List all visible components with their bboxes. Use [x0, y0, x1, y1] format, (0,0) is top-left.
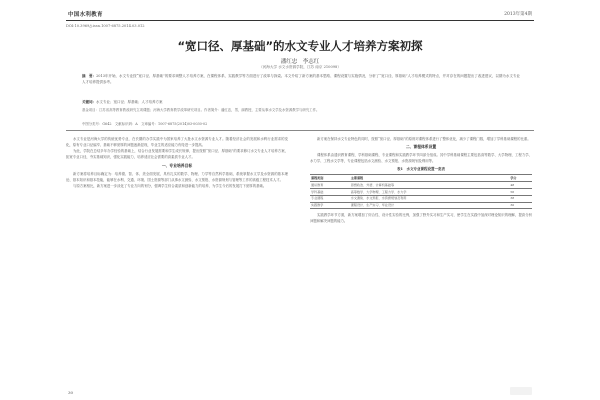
abstract-rule [66, 130, 534, 131]
table-row [310, 195, 532, 202]
section-heading: 一、专业培养目标 [161, 162, 193, 168]
right-column [310, 136, 532, 225]
table-row [310, 182, 532, 189]
table-header-cell: 学分 [509, 175, 532, 182]
table-cell: 学科基础 [310, 189, 350, 196]
table-header-row [310, 175, 532, 182]
paragraph: 与原方案相比，新方案进一步淡化了专业方向的划分，强调学生综合素质和创新能力的培养，为学生今后的发展打下宽厚的基础。 [73, 184, 267, 189]
article-title: “宽口径、厚基础”的水文专业人才培养方案初探 [177, 39, 423, 53]
table-cell: 38 [509, 195, 532, 202]
table-cell: 通识教育 [310, 182, 350, 189]
table-row [310, 202, 532, 209]
table-header-cell: 课程类别 [310, 175, 350, 182]
keywords-text: 水文专业；宽口径；厚基础；人才培养方案 [96, 100, 163, 104]
doi-line: DOI:10.3969/j.issn.1007-6875.2014.03.012 [66, 24, 145, 28]
funding-note: 基金项目：江苏省高等教育教改研究立项课题；河海大学教育教学改革研究项目。作者简介：潘红忠，男，副教授，主要从事水文学及水资源教学与研究工作。 [82, 108, 320, 112]
table-cell: 专业课程 [310, 195, 350, 202]
watermark-logo [510, 387, 532, 395]
table-cell: 实践教学 [310, 202, 350, 209]
table-cell: 水文测验、水文预报、水资源规划及利用 [350, 195, 510, 202]
issue-label: 2013年第4期 [504, 12, 532, 17]
table-cell: 30 [509, 202, 532, 209]
paragraph: 水文专业是河海大学的传统优势专业，在长期的办学实践中为国家培养了大批水文水资源专业人才。随着经济社会的发展和水利行业需求的变化，原有专业口径偏窄、基础不够宽厚的问题逐渐显现，毕业生的适应能力有待进一步提高。 [66, 137, 288, 148]
section-heading: 二、课程体系设置 [405, 144, 437, 150]
paragraph: 为此，学院在总结多年办学经验的基础上，结合行业发展需要和学生成长规律，提出按照“宽口径、厚基础”的要求修订水文专业人才培养方案，拓宽专业口径，夯实基础知识，强化实践能力，培养适应社会需要的高素质专业人才。 [66, 149, 288, 160]
abstract [82, 73, 520, 85]
paragraph: 课程体系由通识教育课程、学科基础课程、专业课程和实践教学环节四部分组成。其中学科基础课程主要包括高等数学、大学物理、工程力学、水力学、工程水文学等，专业课程包括水文测验、水文预报、水资源规划及利用等。 [310, 153, 532, 164]
table-cell: 高等数学、大学物理、工程力学、水力学 [350, 189, 510, 196]
table-row [310, 189, 532, 196]
table-cell: 课程设计、生产实习、毕业设计 [350, 202, 510, 209]
table-caption: 表1 水文专业课程设置一览表 [397, 167, 445, 172]
table-cell: 思想政治、外语、计算机基础等 [350, 182, 510, 189]
author-affiliation: （河海大学 水文水资源学院，江苏 南京 210098） [259, 65, 341, 69]
paragraph: 实践教学环节方面，新方案增加了综合性、设计性实验的比例，加强了野外实习和生产实习，使学生在实践中加深对理论知识的理解，提高分析问题和解决问题的能力。 [310, 213, 532, 224]
keywords [82, 100, 520, 105]
abstract-label: 摘 要： [82, 74, 97, 78]
keywords-label: 关键词： [82, 100, 96, 104]
left-column [66, 136, 288, 189]
abstract-text: 2013年开始，水文专业按“宽口径、厚基础”的要求调整人才培养方案，在课程体系、实践教学等方面进行了改革与探索。本文介绍了新方案的基本思路、课程设置与实施情况，分析了“宽口径、厚基础”人才培养模式的特点，并对存在的问题提出了改进建议，以期为水文专业人才培养提供参考。 [82, 74, 520, 85]
header-rule [66, 20, 534, 21]
paragraph: 新方案将培养目标确定为：培养德、智、体、美全面发展，具有扎实的数学、物理、力学等自然科学基础，系统掌握水文学及水资源的基本理论、基本知识和基本技能，能够在水利、交通、环境、国土资源等部门从事水文测验、水文预报、水资源规划与管理等工作的高级工程技术人才。 [66, 171, 288, 182]
journal-name: 中国水利教育 [68, 12, 103, 18]
classification-line: 中图分类号：G642 文献标识码：A 文章编号：1007-6875(2014)03-0030-02 [82, 122, 208, 126]
course-table [310, 174, 532, 209]
paragraph: 新方案在保持水文专业特色的同时，按照“宽口径、厚基础”的原则对课程体系进行了整体优化，减少了课程门数，增加了学科基础课程的比重。 [317, 137, 531, 141]
table-cell: 56 [509, 189, 532, 196]
table-cell: 48 [509, 182, 532, 189]
article-authors: 潘红忠 李志红 [280, 59, 320, 65]
page-number: 30 [68, 390, 74, 395]
table-header-cell: 主要课程 [350, 175, 510, 182]
